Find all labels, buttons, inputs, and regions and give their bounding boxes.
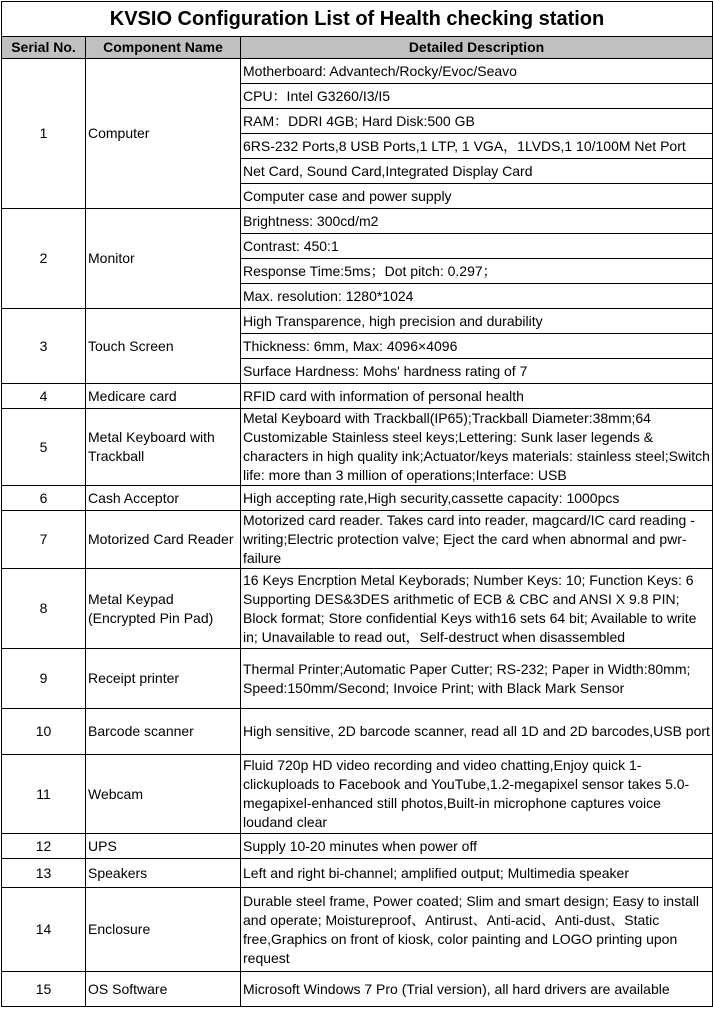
title-row xyxy=(2,2,713,37)
table-body xyxy=(2,59,713,1007)
component-cell: Motorized Card Reader xyxy=(86,511,241,569)
component-cell: Barcode scanner xyxy=(86,709,241,755)
description-cell: Computer case and power supply xyxy=(241,184,713,209)
table-row xyxy=(2,309,713,334)
component-cell: Metal Keyboard with Trackball xyxy=(86,409,241,486)
description-cell: RAM：DDRI 4GB; Hard Disk:500 GB xyxy=(241,109,713,134)
description-cell: Thermal Printer;Automatic Paper Cutter; RS-232; Paper in Width:80mm; Speed:150mm/Second; Invoice Print; with Black Mark Sensor xyxy=(241,649,713,709)
component-cell: Enclosure xyxy=(86,888,241,972)
description-cell: High sensitive, 2D barcode scanner, read all 1D and 2D barcodes,USB port xyxy=(241,709,713,755)
description-cell: Motherboard: Advantech/Rocky/Evoc/Seavo xyxy=(241,59,713,84)
component-cell: Metal Keypad (Encrypted Pin Pad) xyxy=(86,569,241,649)
component-cell: Speakers xyxy=(86,859,241,888)
description-cell: Response Time:5ms；Dot pitch: 0.297； xyxy=(241,259,713,284)
serial-cell: 8 xyxy=(2,569,86,649)
table-row xyxy=(2,209,713,234)
serial-cell: 5 xyxy=(2,409,86,486)
header-description: Detailed Description xyxy=(241,37,713,59)
table-row xyxy=(2,859,713,888)
table-title: KVSIO Configuration List of Health checking station xyxy=(2,2,713,37)
header-serial: Serial No. xyxy=(2,37,86,59)
serial-cell: 4 xyxy=(2,384,86,409)
description-cell: High accepting rate,High security,cassette capacity: 1000pcs xyxy=(241,486,713,511)
serial-cell: 1 xyxy=(2,59,86,209)
table-row xyxy=(2,511,713,569)
table-row xyxy=(2,834,713,859)
serial-cell: 12 xyxy=(2,834,86,859)
description-cell: 16 Keys Encrption Metal Keyborads; Number Keys: 10; Function Keys: 6 Supporting DES&3DES arithmetic of ECB & CBC and ANSI X 9.8 PIN; Block format; Store confidential Keys with16 sets 64 bit; Available to write in; Unavailable to read out，Self-destruct when disassembled xyxy=(241,569,713,649)
configuration-table xyxy=(1,1,713,1007)
description-cell: Thickness: 6mm, Max: 4096×4096 xyxy=(241,334,713,359)
table-row xyxy=(2,409,713,486)
serial-cell: 6 xyxy=(2,486,86,511)
description-cell: Supply 10-20 minutes when power off xyxy=(241,834,713,859)
serial-cell: 2 xyxy=(2,209,86,309)
component-cell: Medicare card xyxy=(86,384,241,409)
header-row xyxy=(2,37,713,59)
table-row xyxy=(2,486,713,511)
description-cell: Metal Keyboard with Trackball(IP65);Trackball Diameter:38mm;64 Customizable Stainless steel keys;Lettering: Sunk laser legends & characters in high quality ink;Actuator/keys materials: stainless steel;Switch life: more than 3 million of operations;Interface: USB xyxy=(241,409,713,486)
description-cell: Durable steel frame, Power coated; Slim and smart design; Easy to install and operate; Moistureproof、Antirust、Anti-acid、Anti-dust、Static free,Graphics on front of kiosk, color painting and LOGO printing upon request xyxy=(241,888,713,972)
component-cell: UPS xyxy=(86,834,241,859)
description-cell: High Transparence, high precision and durability xyxy=(241,309,713,334)
serial-cell: 7 xyxy=(2,511,86,569)
serial-cell: 9 xyxy=(2,649,86,709)
serial-cell: 11 xyxy=(2,755,86,834)
serial-cell: 3 xyxy=(2,309,86,384)
table-row xyxy=(2,709,713,755)
description-cell: RFID card with information of personal health xyxy=(241,384,713,409)
description-cell: Left and right bi-channel; amplified output; Multimedia speaker xyxy=(241,859,713,888)
description-cell: Contrast: 450:1 xyxy=(241,234,713,259)
description-cell: Microsoft Windows 7 Pro (Trial version), all hard drivers are available xyxy=(241,972,713,1007)
table-row xyxy=(2,888,713,972)
component-cell: Computer xyxy=(86,59,241,209)
table-row xyxy=(2,755,713,834)
component-cell: OS Software xyxy=(86,972,241,1007)
table-row xyxy=(2,59,713,84)
description-cell: Net Card, Sound Card,Integrated Display Card xyxy=(241,159,713,184)
description-cell: Fluid 720p HD video recording and video chatting,Enjoy quick 1-clickuploads to Facebook and YouTube,1.2-megapixel sensor takes 5.0-megapixel-enhanced still photos,Built-in microphone captures voice loudand clear xyxy=(241,755,713,834)
component-cell: Monitor xyxy=(86,209,241,309)
description-cell: Motorized card reader. Takes card into reader, magcard/IC card reading - writing;Electric protection valve; Eject the card when abnormal and pwr-failure xyxy=(241,511,713,569)
serial-cell: 10 xyxy=(2,709,86,755)
description-cell: CPU：Intel G3260/I3/I5 xyxy=(241,84,713,109)
description-cell: 6RS-232 Ports,8 USB Ports,1 LTP, 1 VGA，1LVDS,1 10/100M Net Port xyxy=(241,134,713,159)
table-row xyxy=(2,972,713,1007)
serial-cell: 14 xyxy=(2,888,86,972)
description-cell: Surface Hardness: Mohs' hardness rating of 7 xyxy=(241,359,713,384)
header-component: Component Name xyxy=(86,37,241,59)
serial-cell: 15 xyxy=(2,972,86,1007)
component-cell: Webcam xyxy=(86,755,241,834)
table-row xyxy=(2,649,713,709)
component-cell: Touch Screen xyxy=(86,309,241,384)
serial-cell: 13 xyxy=(2,859,86,888)
description-cell: Brightness: 300cd/m2 xyxy=(241,209,713,234)
table-row xyxy=(2,384,713,409)
component-cell: Cash Acceptor xyxy=(86,486,241,511)
description-cell: Max. resolution: 1280*1024 xyxy=(241,284,713,309)
table-row xyxy=(2,569,713,649)
component-cell: Receipt printer xyxy=(86,649,241,709)
